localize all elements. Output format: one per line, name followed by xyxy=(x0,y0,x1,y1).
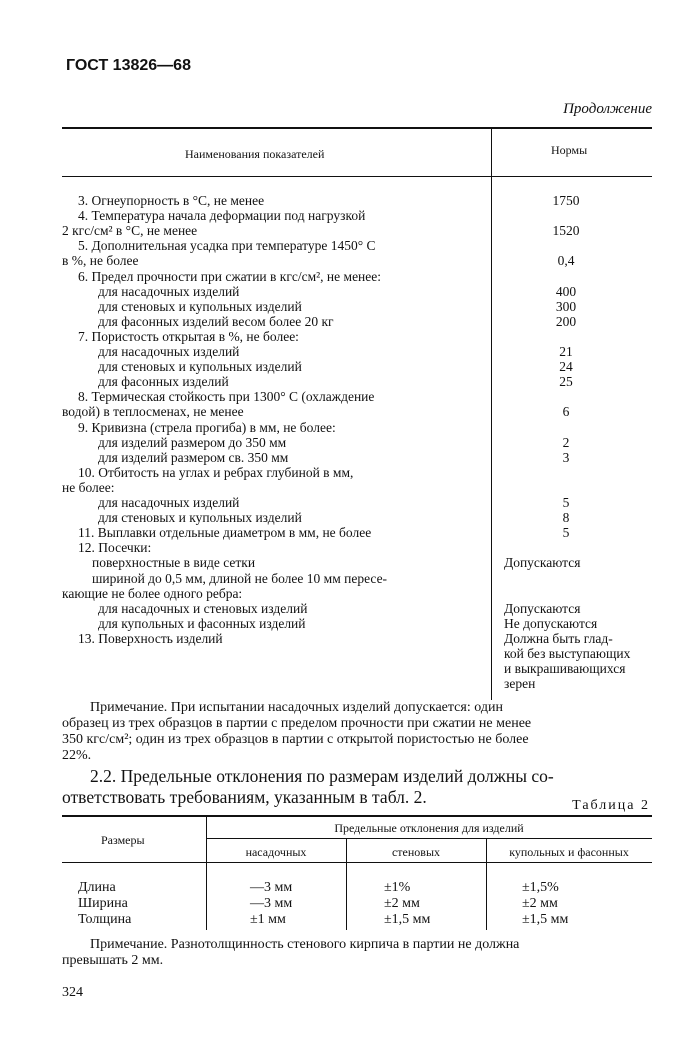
note-1-line: 22%. xyxy=(62,748,92,763)
note-1-line: образец из трех образцов в партии с пределом прочности при сжатии не менее xyxy=(62,716,532,731)
table-2-row-label: Ширина xyxy=(78,896,128,911)
table-2-cell: ±2 мм xyxy=(522,896,558,911)
column-header-norms: Нормы xyxy=(551,143,588,157)
table-row-text: 9. Кривизна (стрела прогиба) в мм, не более: xyxy=(78,419,336,435)
table-row-text: в %, не более xyxy=(62,253,139,269)
table-row-text: 10. Отбитость на углах и ребрах глубиной в мм, xyxy=(78,464,354,480)
table-row-norm: 0,4 xyxy=(557,253,575,269)
table-row-text: 7. Пористость открытая в %, не более: xyxy=(78,328,299,344)
note-1 xyxy=(62,700,650,764)
table-row-norm: 24 xyxy=(559,359,573,375)
table-2-subheader: насадочных xyxy=(245,845,307,859)
table-row-text: для купольных и фасонных изделий xyxy=(98,615,306,631)
table-row-text: для изделий размером до 350 мм xyxy=(98,434,287,450)
note-1-line: 350 кгс/см²; один из трех образцов в партии с открытой пористостью не более xyxy=(62,732,529,747)
table-row-norm: 400 xyxy=(555,283,577,299)
table-2-cell: —3 мм xyxy=(250,896,293,911)
table-row-text: шириной до 0,5 мм, длиной не более 10 мм пересе- xyxy=(92,570,388,586)
table-2-caption: Таблица 2 xyxy=(572,798,650,813)
table-row-norm: 300 xyxy=(555,298,577,314)
table-2-top-rule xyxy=(62,815,652,817)
table-2-cell: —3 мм xyxy=(250,880,293,895)
table-row-text: 12. Посечки: xyxy=(78,540,152,556)
table-row-text: для насадочных изделий xyxy=(98,344,240,359)
table-row-norm: 200 xyxy=(555,313,577,329)
table-row-text: кающие не более одного ребра: xyxy=(62,585,243,601)
section-line: ответствовать требованиям, указанным в табл. 2. xyxy=(62,787,427,807)
table-2-col-1 xyxy=(250,880,292,928)
table-row-norm: кой без выступающих xyxy=(504,646,631,661)
table-row-text: 8. Термическая стойкость при 1300° С (охлаждение xyxy=(78,389,375,405)
table-2-col-3 xyxy=(522,880,568,928)
table-2-cell: ±1,5 мм xyxy=(522,912,569,927)
table-2-row-labels xyxy=(78,880,131,928)
table-2-cell: ±1,5 мм xyxy=(384,912,431,927)
table-row-norm: зерен xyxy=(504,676,536,692)
note-2 xyxy=(62,937,519,969)
table-row-norm: 1520 xyxy=(552,223,580,239)
table-row-text: для фасонных изделий весом более 20 кг xyxy=(98,313,334,329)
table-row-text: 3. Огнеупорность в °С, не менее xyxy=(78,193,265,208)
table-row-text: для фасонных изделий xyxy=(98,374,229,390)
table-row-norm: 5 xyxy=(562,525,570,541)
table-row-norm: и выкрашивающихся xyxy=(504,661,626,677)
table-row-text: для изделий размером св. 350 мм xyxy=(98,449,289,465)
table-row-norm: 6 xyxy=(562,404,570,420)
table-row-text: 11. Выплавки отдельные диаметром в мм, не более xyxy=(78,525,372,541)
table-row-text: не более: xyxy=(62,479,115,495)
table-row-text: для насадочных изделий xyxy=(98,495,240,510)
table-2-cell: ±1% xyxy=(384,880,411,895)
note-2-line: превышать 2 мм. xyxy=(62,953,164,968)
table-2-subheader: стеновых xyxy=(391,845,441,859)
continuation-label: Продолжение xyxy=(563,101,652,117)
table-2-group-rule xyxy=(206,838,652,839)
table-header-rule xyxy=(62,176,652,177)
page-number: 324 xyxy=(62,985,83,1000)
table-2-cell: ±2 мм xyxy=(384,896,420,911)
table-row-text: 4. Температура начала деформации под нагрузкой xyxy=(78,208,366,224)
table-row-norm: Допускаются xyxy=(504,555,581,571)
table-row-text: 13. Поверхность изделий xyxy=(78,630,223,646)
note-1-line: Примечание. При испытании насадочных изделий допускается: один xyxy=(90,700,503,715)
table-row-text: для стеновых и купольных изделий xyxy=(98,510,302,526)
table-row-text: 5. Дополнительная усадка при температуре 1450° С xyxy=(78,238,376,254)
table-2-row-label: Длина xyxy=(78,880,116,895)
table-row-norm: 3 xyxy=(562,449,570,465)
table-2-header-rule xyxy=(62,862,652,863)
table-row-text: для стеновых и купольных изделий xyxy=(98,298,302,314)
table-row-norm: Должна быть глад- xyxy=(504,630,613,646)
table-row-text: 6. Предел прочности при сжатии в кгс/см², не менее: xyxy=(78,268,382,284)
table-2-header-sizes: Размеры xyxy=(101,833,145,847)
table-row-norm: Допускаются xyxy=(504,600,581,616)
table-row-norm: 21 xyxy=(559,344,573,359)
table-top-rule xyxy=(62,127,652,129)
table-2-header-group: Предельные отклонения для изделий xyxy=(334,821,524,835)
section-line: 2.2. Предельные отклонения по размерам изделий должны со- xyxy=(90,766,554,786)
table-2-subheader: купольных и фасонных xyxy=(509,845,629,859)
document-title: ГОСТ 13826—68 xyxy=(66,57,191,74)
table-row-norm: 8 xyxy=(562,510,570,526)
table-row-norm: Не допускаются xyxy=(504,615,598,631)
section-2-2 xyxy=(62,766,554,808)
table-row-text: 2 кгс/см² в °С, не менее xyxy=(62,223,198,239)
table-row-norm: 5 xyxy=(562,495,570,510)
table-row-text: для насадочных изделий xyxy=(98,283,240,299)
table-row-text: для стеновых и купольных изделий xyxy=(98,359,302,375)
table-2-col-2 xyxy=(384,880,430,928)
table-row-text: для насадочных и стеновых изделий xyxy=(98,600,308,616)
table-2-row-label: Толщина xyxy=(78,912,132,927)
table-2-cell: ±1 мм xyxy=(250,912,286,927)
table-row-norm: 25 xyxy=(559,374,573,390)
table-row-text: водой) в теплосменах, не менее xyxy=(62,404,244,420)
table-row-norm: 1750 xyxy=(552,193,580,208)
table-row-text: поверхностные в виде сетки xyxy=(92,555,256,571)
table-2-cell: ±1,5% xyxy=(522,880,559,895)
note-2-line: Примечание. Разнотолщинность стенового кирпича в партии не должна xyxy=(90,937,520,952)
column-header-indicators: Наименования показателей xyxy=(185,147,325,161)
table-row-norm: 2 xyxy=(562,434,570,450)
